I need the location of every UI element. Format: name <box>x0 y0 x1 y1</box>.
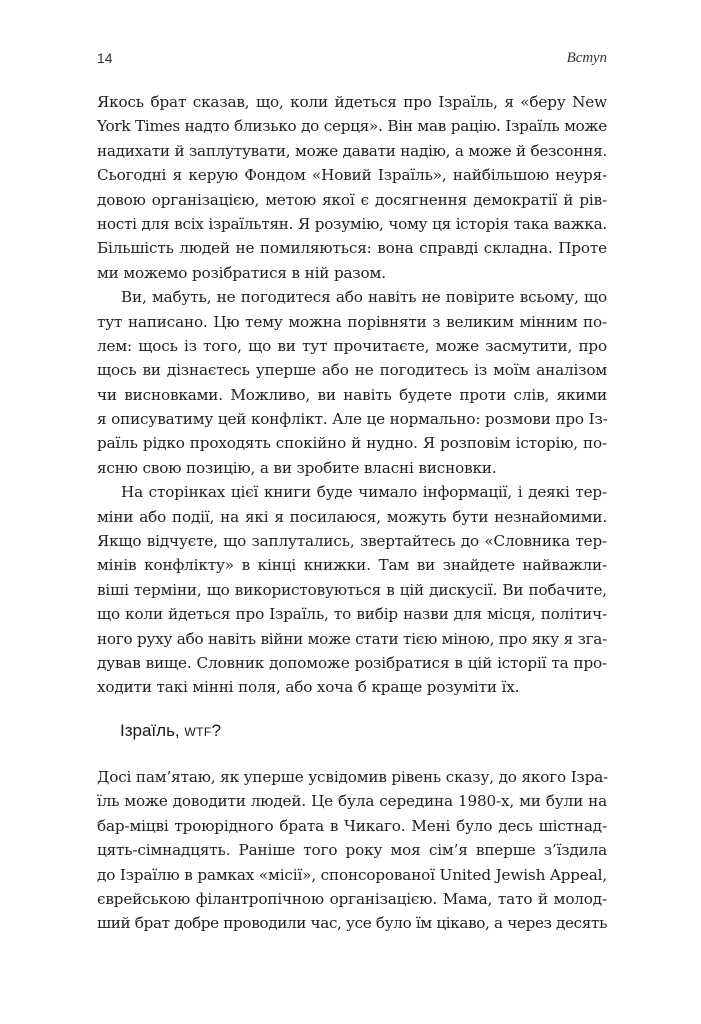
text-line: цять-сімнадцять. Раніше того року моя сім’я вперше з’їздила <box>97 841 607 860</box>
section-heading-text: Ізраїль, <box>120 721 185 740</box>
text-line: Досі пам’ятаю, як уперше усвідомив рівень сказу, до якого Ізра- <box>97 768 609 786</box>
text-line: чи висновками. Можливо, ви навіть будете проти слів, якими <box>97 385 607 404</box>
page-number: 14 <box>97 50 113 66</box>
section-heading <box>120 721 221 741</box>
text-line: ходити такі мінні поля, або хоча б краще розуміти їх. <box>97 678 520 697</box>
text-line: щось ви дізнаєтесь уперше або не погодитесь із моїм аналізом <box>97 361 607 380</box>
section-paragraph <box>97 765 607 936</box>
text-line: дував вище. Словник допоможе розібратися в цій історії та про- <box>97 653 607 672</box>
intro-paragraph <box>97 90 607 700</box>
text-line: я описуватиму цей конфлікт. Але це нормально: розмови про Із- <box>97 410 608 429</box>
text-line: Якось брат сказав, що, коли йдеться про Ізраїль, я «беру New <box>97 93 607 111</box>
text-line: що коли йдеться про Ізраїль, то вибір назви для місця, політич- <box>97 605 607 624</box>
text-line: ясню свою позицію, а ви зробите власні висновки. <box>97 458 497 477</box>
section-heading-acronym: wtf <box>184 721 212 740</box>
text-line: бар-міцві троюрідного брата в Чикаго. Мені було десь шістнад- <box>97 816 607 835</box>
text-line: Ви, мабуть, не погодитеся або навіть не повірите всьому, що <box>121 288 607 307</box>
text-line: York Times надто близько до серця». Він мав рацію. Ізраїль може <box>97 117 607 136</box>
section-heading-end: ? <box>211 721 222 740</box>
text-line: міни або події, на які я посилаюся, можуть бути незнайомими. <box>97 507 607 526</box>
text-line: віші терміни, що використовуються в цій дискусії. Ви побачите, <box>97 580 607 599</box>
text-line: лем: щось із того, що ви тут прочитаєте, може засмутити, про <box>97 336 607 355</box>
text-line: ший брат добре проводили час, усе було їм цікаво, а через десять <box>97 914 607 933</box>
text-line: раїль рідко проходять спокійно й нудно. Я розповім історію, по- <box>97 434 607 453</box>
text-line: їль може доводити людей. Це була середина 1980-х, ми були на <box>97 792 607 811</box>
text-line: ності для всіх ізраїльтян. Я розумію, чому ця історія така важка. <box>97 214 607 233</box>
text-line: Сьогодні я керую Фондом «Новий Ізраїль», найбільшою неуря- <box>97 166 607 185</box>
text-line: довою організацією, метою якої є досягнення демократії й рів- <box>97 190 607 209</box>
page-header <box>97 50 607 72</box>
text-line: єврейською філантропічною організацією. Мама, тато й молод- <box>97 889 607 908</box>
text-line: Якщо відчуєте, що заплутались, звертайтесь до «Словника тер- <box>97 532 607 551</box>
text-line: ного руху або навіть війни може стати тією міною, про яку я зга- <box>97 629 607 648</box>
text-line: тут написано. Цю тему можна порівняти з великим мінним по- <box>97 312 607 331</box>
text-line: На сторінках цієї книги буде чимало інформації, і деякі тер- <box>121 483 607 502</box>
text-line: ми можемо розібратися в ній разом. <box>97 263 386 282</box>
text-line: мінів конфлікту» в кінці книжки. Там ви знайдете найважли- <box>97 556 607 575</box>
text-line: до Ізраїлю в рамках «місії», спонсорованої United Jewish Appeal, <box>97 865 607 884</box>
text-line: Більшість людей не помиляються: вона справді складна. Проте <box>97 239 607 258</box>
text-line: надихати й заплутувати, може давати надію, а може й безсоння. <box>97 141 607 160</box>
running-head: Вступ <box>566 50 607 66</box>
